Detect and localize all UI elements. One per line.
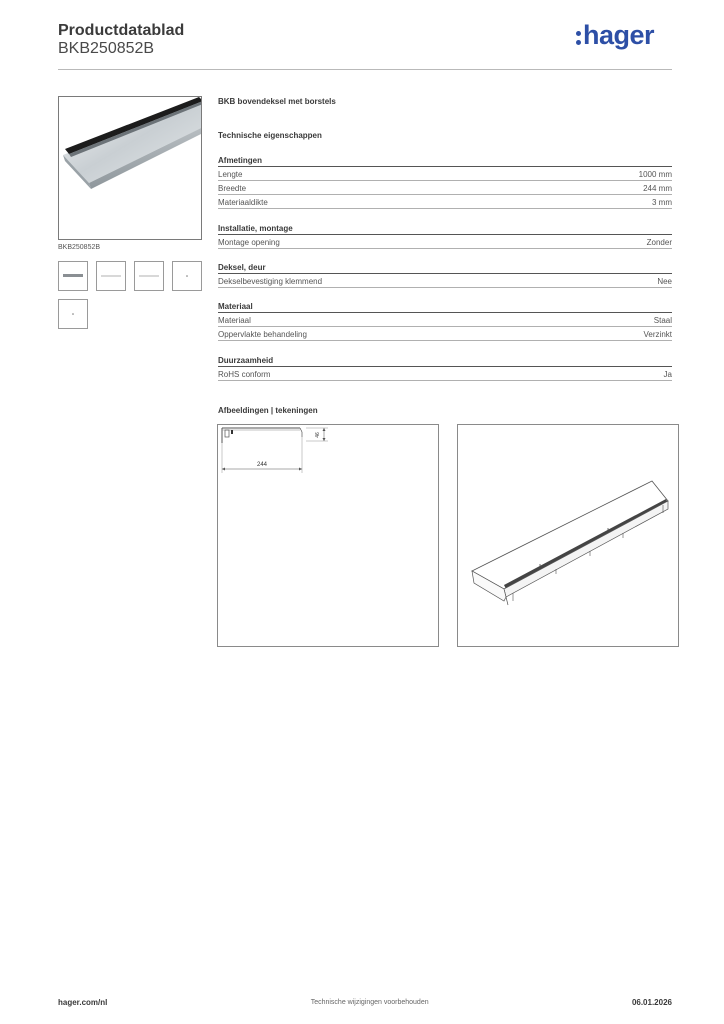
- logo-dots-icon: [576, 31, 581, 45]
- page-header: [58, 22, 672, 70]
- dot-thumb-icon: [70, 311, 76, 317]
- dot-thumb-icon: [184, 273, 190, 279]
- thumbnail-3[interactable]: [134, 261, 164, 291]
- spec-value: Ja: [663, 370, 672, 379]
- spec-value: 3 mm: [652, 198, 672, 207]
- logo-text: hager: [582, 20, 654, 50]
- section-title: Duurzaamheid: [218, 356, 672, 367]
- section-installation: [218, 224, 672, 249]
- line-thumb-icon: [100, 274, 122, 278]
- spec-value: Zonder: [646, 238, 672, 247]
- section-cover: [218, 263, 672, 288]
- dimension-drawing-icon: [218, 425, 439, 647]
- footer-website-link[interactable]: hager.com/nl: [58, 998, 108, 1007]
- thumbnail-1[interactable]: [58, 261, 88, 291]
- spec-row: [218, 313, 672, 327]
- section-dimensions: [218, 156, 672, 209]
- product-main-image[interactable]: [58, 96, 202, 240]
- profile-thumb-icon: [62, 273, 84, 279]
- footer-date: 06.01.2026: [631, 998, 672, 1007]
- technical-properties-heading: Technische eigenschappen: [218, 131, 322, 140]
- section-material: [218, 302, 672, 341]
- section-sustainability: [218, 356, 672, 381]
- section-title: Afmetingen: [218, 156, 672, 167]
- spec-value: Nee: [657, 277, 672, 286]
- spec-label: Breedte: [218, 184, 247, 193]
- isometric-drawing[interactable]: [457, 424, 679, 647]
- dimension-drawing[interactable]: [217, 424, 439, 647]
- isometric-cover-icon: [458, 425, 679, 647]
- spec-label: Materiaaldikte: [218, 198, 268, 207]
- spec-value: 244 mm: [643, 184, 672, 193]
- spec-label: RoHS conform: [218, 370, 271, 379]
- section-title: Deksel, deur: [218, 263, 672, 274]
- spec-row: [218, 274, 672, 288]
- product-code: BKB250852B: [58, 40, 155, 57]
- spec-value: Verzinkt: [643, 330, 672, 339]
- spec-label: Dekselbevestiging klemmend: [218, 277, 323, 286]
- width-dimension-label: 244: [256, 462, 268, 468]
- spec-row: [218, 235, 672, 249]
- spec-row: [218, 367, 672, 381]
- line-thumb-icon: [138, 274, 160, 278]
- spec-label: Materiaal: [218, 316, 251, 325]
- section-title: Installatie, montage: [218, 224, 672, 235]
- page-footer: [58, 998, 672, 1007]
- drawings-heading: Afbeeldingen | tekeningen: [218, 406, 318, 415]
- spec-label: Montage opening: [218, 238, 280, 247]
- spec-row: [218, 327, 672, 341]
- footer-disclaimer: Technische wijzigingen voorbehouden: [310, 999, 429, 1006]
- hager-logo: [576, 20, 654, 51]
- document-title: Productdatablad: [58, 22, 185, 39]
- thumbnail-4[interactable]: [172, 261, 202, 291]
- main-image-caption: BKB250852B: [58, 244, 101, 251]
- spec-label: Oppervlakte behandeling: [218, 330, 307, 339]
- spec-value: Staal: [653, 316, 672, 325]
- thumbnail-5[interactable]: [58, 299, 88, 329]
- height-dimension-label: 46: [315, 432, 321, 438]
- spec-row: [218, 181, 672, 195]
- section-title: Materiaal: [218, 302, 672, 313]
- product-name: BKB bovendeksel met borstels: [218, 97, 336, 106]
- spec-label: Lengte: [218, 170, 243, 179]
- thumbnail-2[interactable]: [96, 261, 126, 291]
- spec-row: [218, 195, 672, 209]
- spec-row: [218, 167, 672, 181]
- cover-photo-icon: [59, 97, 202, 240]
- spec-value: 1000 mm: [638, 170, 672, 179]
